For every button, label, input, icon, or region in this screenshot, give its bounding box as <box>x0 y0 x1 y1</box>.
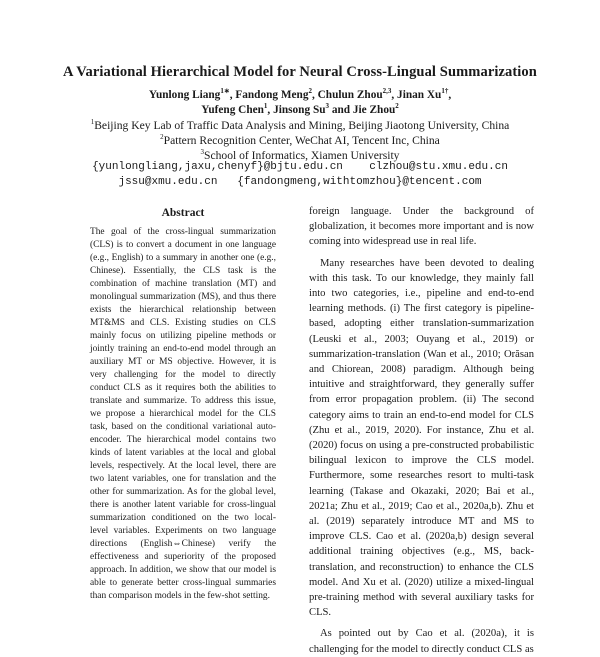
author-sup: 2 <box>395 102 399 111</box>
author-sup: 1 <box>263 102 268 111</box>
author-sup: 1∗ <box>220 87 230 96</box>
intro-paragraph-1: foreign language. Under the background of globalization, it becomes more important and is now coming into widespread use in real life. <box>309 206 534 248</box>
author-name: , Jinan Xu <box>391 89 442 101</box>
author-line-1 <box>0 88 600 103</box>
affiliation-1 <box>0 118 600 133</box>
author-separator: , <box>448 89 452 101</box>
author-name: , Jinsong Su <box>267 104 326 116</box>
affiliation-text: Beijing Key Lab of Traffic Data Analysis and Mining, Beijing Jiaotong University, China <box>94 119 510 132</box>
author-sup: 2,3 <box>382 87 392 96</box>
author-name: and Jie Zhou <box>329 104 396 116</box>
author-sup: 3 <box>325 102 330 111</box>
affiliation-list <box>0 118 600 163</box>
affiliation-sup: 3 <box>200 148 205 157</box>
affiliation-sup: 1 <box>90 118 95 127</box>
intro-paragraph-3: As pointed out by Cao et al. (2020a), it is challenging for the model to directly conduct CLS as <box>309 628 534 655</box>
author-line-2 <box>0 103 600 118</box>
email-line-2: jssu@xmu.edu.cn {fandongmeng,withtomzhou}@tencent.com <box>118 176 482 188</box>
author-name: , Chulun Zhou <box>311 89 383 101</box>
email-list <box>0 160 600 190</box>
right-column <box>309 204 534 657</box>
abstract-body: The goal of the cross-lingual summarization (CLS) is to convert a document in one language (e.g., English) to a summary in another one (e.g., Chinese). Essentially, the CLS task is the combination of machine translation (MT) and monolingual summarization (MS), and thus there exists the hierarchical relationship between MT&MS and CLS. Existing studies on CLS mainly focus on utilizing pipeline methods or jointly training an end-to-end model through an auxiliary MT or MS objective. However, it is very challenging for the model to directly conduct CLS as it requires both the abilities to translate and summarize. To address this issue, we propose a hierarchical model for the CLS task, based on the conditional variational auto-encoder. The hierarchical model contains two kinds of latent variables at the local and global levels, respectively. At the local level, there are two latent variables, one for translation and the other for summarization. As for the global level, there is another latent variable for cross-lingual summarization conditioned on the two local-level variables. Experiments on two language directions (English⇔Chinese) verify the effectiveness and superiority of the proposed approach. In addition, we show that our model is able to generate better cross-lingual summaries than comparison models in the few-shot setting. <box>90 227 276 601</box>
affiliation-text: School of Informatics, Xiamen University <box>204 149 400 162</box>
email-line-1: {yunlongliang,jaxu,chenyf}@bjtu.edu.cn clzhou@stu.xmu.edu.cn <box>92 161 508 173</box>
intro-paragraph-2: Many researches have been devoted to dealing with this task. To our knowledge, they mainly fall into two categories, i.e., pipeline and end-to-end learning methods. (i) The first category is pipeline-based, adopting either translation-summarization (Leuski et al., 2003; Ouyang et al., 2019) or summarization-translation (Wan et al., 2010; Orăsan and Chiorean, 2008) paradigm. Although being intuitive and straightforward, they generally suffer from error propagation problem. (ii) The second category aims to train an end-to-end model for CLS (Zhu et al., 2019, 2020). For instance, Zhu et al. (2020) focus on using a pre-constructed probabilistic bilingual lexicon to improve the CLS model. Furthermore, some researches resort to multi-task learning (Takase and Okazaki, 2020; Bai et al., 2021a; Zhu et al., 2019; Cao et al., 2020a,b). Zhu et al. (2019) separately introduce MT and MS to improve CLS. Cao et al. (2020a,b) design several additional training objectives (e.g., MS, back-translation, and reconstruction) to enhance the CLS model. And Xu et al. (2020) utilize a mixed-lingual pre-training method with several auxiliary tasks for CLS. <box>309 257 534 619</box>
affiliation-text: Pattern Recognition Center, WeChat AI, Tencent Inc, China <box>163 134 440 147</box>
author-sup: 1† <box>441 87 449 96</box>
author-name: Yufeng Chen <box>201 104 264 116</box>
paper-title: A Variational Hierarchical Model for Neural Cross-Lingual Summarization <box>63 64 537 80</box>
affiliation-2 <box>0 133 600 148</box>
author-name: , Fandong Meng <box>229 89 309 101</box>
author-sup: 2 <box>308 87 312 96</box>
author-list <box>0 88 600 118</box>
affiliation-sup: 2 <box>160 133 164 142</box>
author-name: Yunlong Liang <box>148 89 221 101</box>
abstract-heading: Abstract <box>161 207 205 219</box>
